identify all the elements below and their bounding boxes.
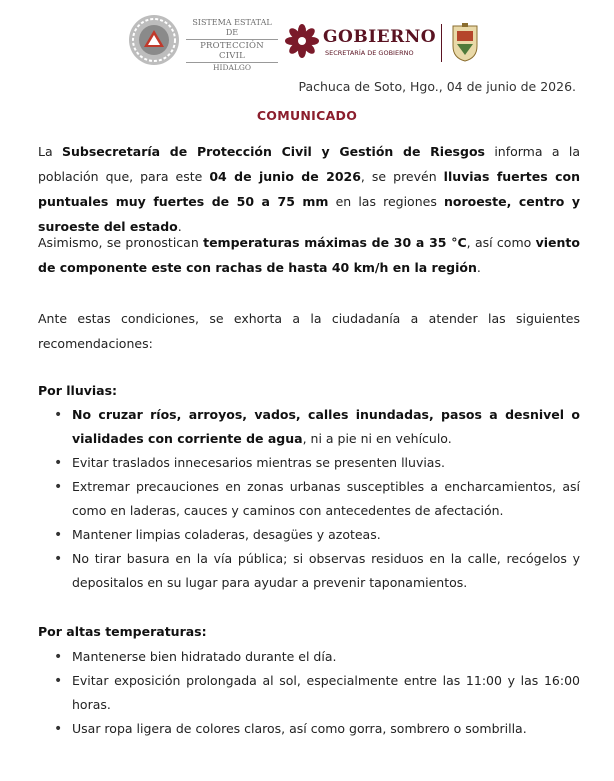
gobierno-title: GOBIERNO (323, 27, 437, 47)
text-segment: Asimismo, se pronostican (38, 235, 204, 250)
text-segment: . (476, 260, 481, 275)
heat-heading: Por altas temperaturas: (38, 624, 207, 639)
text-segment: , así como (466, 235, 536, 250)
text-segment: , se prevén (360, 169, 444, 184)
document-title: COMUNICADO (256, 108, 358, 123)
temperature-forecast: temperaturas máximas de 30 a 35 °C (203, 235, 467, 250)
document-date: Pachuca de Soto, Hgo., 04 de junio de 2026. (298, 79, 576, 94)
rain-heading: Por lluvias: (38, 383, 118, 398)
list-item: • Evitar exposición prolongada al sol, especialmente entre las 11:00 y las 16:00 horas. (38, 669, 580, 717)
gobierno-subtitle: SECRETARÍA DE GOBIERNO (325, 49, 414, 57)
pc-line3: HIDALGO (212, 63, 252, 72)
hidalgo-flower-icon (285, 24, 319, 58)
pc-line2: PROTECCIÓN CIVIL (186, 40, 278, 63)
rain-recommendations-list (38, 403, 580, 595)
text-segment: informa a la población que, para este (38, 144, 580, 184)
paragraph-forecast-temperature (38, 230, 580, 280)
heat-recommendations-list (38, 645, 580, 741)
list-item (38, 403, 580, 451)
rain-forecast: lluvias fuertes con puntuales muy fuertes de 50 a 75 mm (38, 169, 580, 209)
text-segment: . (177, 219, 182, 234)
list-item: • Evitar traslados innecesarios mientras se presenten lluvias. (38, 451, 580, 475)
list-item: • Usar ropa ligera de colores claros, así como gorra, sombrero o sombrilla. (38, 717, 580, 741)
paragraph-intro-recommendations: Ante estas condiciones, se exhorta a la ciudadanía a atender las siguientes recomendaciones: (38, 311, 580, 351)
header-divider (441, 24, 442, 62)
list-item-bold: No cruzar ríos, arroyos, vados, calles inundadas, pasos a desnivel o vialidades con corriente de agua (72, 407, 580, 446)
proteccion-civil-logo-icon (128, 14, 180, 66)
hidalgo-coat-of-arms-icon (451, 22, 479, 62)
wind-forecast: viento de componente este con rachas de hasta 40 km/h en la región (38, 235, 580, 275)
text-segment: La (38, 144, 62, 159)
list-item: • Mantenerse bien hidratado durante el día. (38, 645, 580, 669)
list-item: • Extremar precauciones en zonas urbanas susceptibles a encharcamientos, así como en laderas, cauces y caminos con antecedentes de afectación. (38, 475, 580, 523)
pc-line1: SISTEMA ESTATAL DE (186, 18, 278, 40)
agency-name: Subsecretaría de Protección Civil y Gestión de Riesgos (61, 144, 485, 159)
forecast-date: 04 de junio de 2026 (209, 169, 361, 184)
affected-regions: noroeste, centro y suroeste del estado (38, 194, 581, 234)
proteccion-civil-wordmark (186, 18, 278, 73)
list-item: • Mantener limpias coladeras, desagües y azoteas. (38, 523, 580, 547)
paragraph-forecast-rain (38, 139, 580, 239)
list-item: • No tirar basura en la vía pública; si observas residuos en la calle, recógelos y depositalos en su lugar para ayudar a prevenir taponamientos. (38, 547, 580, 595)
list-item-text: , ni a pie ni en vehículo. (302, 431, 452, 446)
text-segment: en las regiones (328, 194, 444, 209)
letterhead (0, 8, 614, 70)
